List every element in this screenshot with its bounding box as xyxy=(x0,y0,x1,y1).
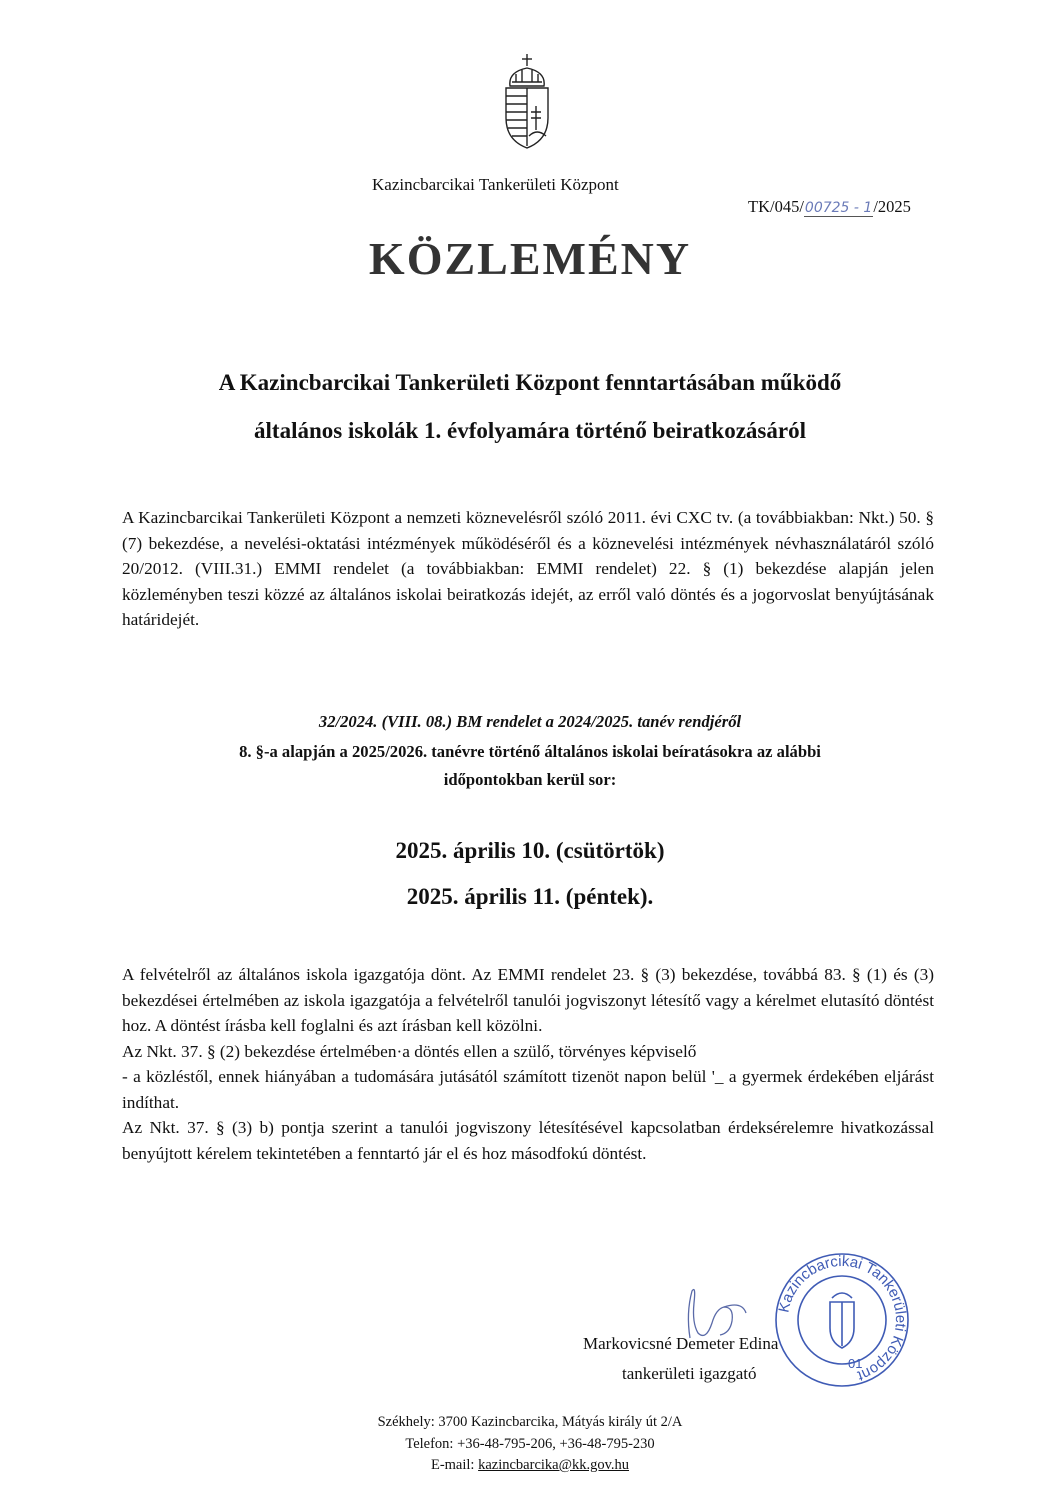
signer-title: tankerületi igazgató xyxy=(622,1364,757,1383)
footer-phone: Telefon: +36-48-795-206, +36-48-795-230 xyxy=(405,1436,655,1452)
body-text xyxy=(122,962,934,1166)
intro-paragraph: A Kazincbarcikai Tankerületi Központ a nemzeti köznevelésről szóló 2011. évi CXC tv. (a továbbiakban: Nkt.) 50. § (7) bekezdése, a nevelési-oktatási intézmények működéséről és a köznevelési intézmények névhasználatáról szóló 20/2012. (VIII.31.) EMMI rendelet (a továbbiakban: EMMI rendelet) 22. § (1) bekezdése alapján jelen közleményben teszi közzé az általános iskolai beiratkozás idejét, az erről való döntés és a jogorvoslat benyújtásának határidejét. xyxy=(122,508,934,629)
document-title: KÖZLEMÉNY xyxy=(368,233,692,284)
body-paragraph-decision: A felvételről az általános iskola igazgatója dönt. Az EMMI rendelet 23. § (3) bekezdése, továbbá 83. § (1) és (3) bekezdései értelmében az iskola igazgatója a felvételről tanulói jogviszonyt létesítő vagy a kérelmet elutasító döntést hoz. A döntést írásba kell foglalni és azt írásban kell közölni. xyxy=(122,965,934,1035)
reference-prefix: TK/045/ xyxy=(748,197,804,216)
reference-number xyxy=(748,197,911,217)
footer-email-line xyxy=(0,1457,1060,1474)
stamp-text: Kazincbarcikai Tankerületi Központ xyxy=(775,1252,910,1385)
regulation-line-1: 32/2024. (VIII. 08.) BM rendelet a 2024/2025. tanév rendjéről xyxy=(318,712,742,731)
body-paragraph-second-instance: Az Nkt. 37. § (3) b) pontja szerint a tanulói jogviszony létesítésével kapcsolatban érdeksérelemre hivatkozással benyújtott kérelem tekintetében a fenntartó jár el és hoz másodfokú döntést. xyxy=(122,1118,934,1163)
body-paragraph-appeal-right: Az Nkt. 37. § (2) bekezdése értelmében·a döntés ellen a szülő, törvényes képviselő xyxy=(122,1041,697,1061)
regulation-line-2: 8. §-a alapján a 2025/2026. tanévre történő általános iskolai beíratásokra az alábbi xyxy=(239,742,821,761)
enrollment-date-2: 2025. április 11. (péntek). xyxy=(406,884,654,909)
body-paragraph-deadline: - a közléstől, ennek hiányában a tudomására jutásától számított tizenöt napon belül '_ a gyermek érdekében eljárást indíthat. xyxy=(122,1067,934,1112)
enrollment-date-1: 2025. április 10. (csütörtök) xyxy=(395,838,665,863)
reference-suffix: /2025 xyxy=(873,197,911,216)
subtitle-line-2: általános iskolák 1. évfolyamára történő beiratkozásáról xyxy=(254,418,806,443)
footer-email-link[interactable]: kazincbarcika@kk.gov.hu xyxy=(478,1457,630,1473)
office-name: Kazincbarcikai Tankerületi Központ xyxy=(372,175,619,194)
hungarian-coat-of-arms-icon xyxy=(500,52,554,150)
official-stamp-icon xyxy=(772,1250,912,1390)
subtitle-line-1: A Kazincbarcikai Tankerületi Központ fenntartásában működő xyxy=(218,370,842,395)
footer-email-label: E-mail: xyxy=(430,1457,475,1473)
signer-name: Markovicsné Demeter Edina xyxy=(583,1334,779,1353)
stamp-number: 01 xyxy=(848,1356,863,1371)
footer-address: Székhely: 3700 Kazincbarcika, Mátyás király út 2/A xyxy=(377,1414,683,1430)
reference-handwritten: 00725 - 1 xyxy=(804,200,873,216)
regulation-line-3: időpontokban kerül sor: xyxy=(443,770,617,789)
